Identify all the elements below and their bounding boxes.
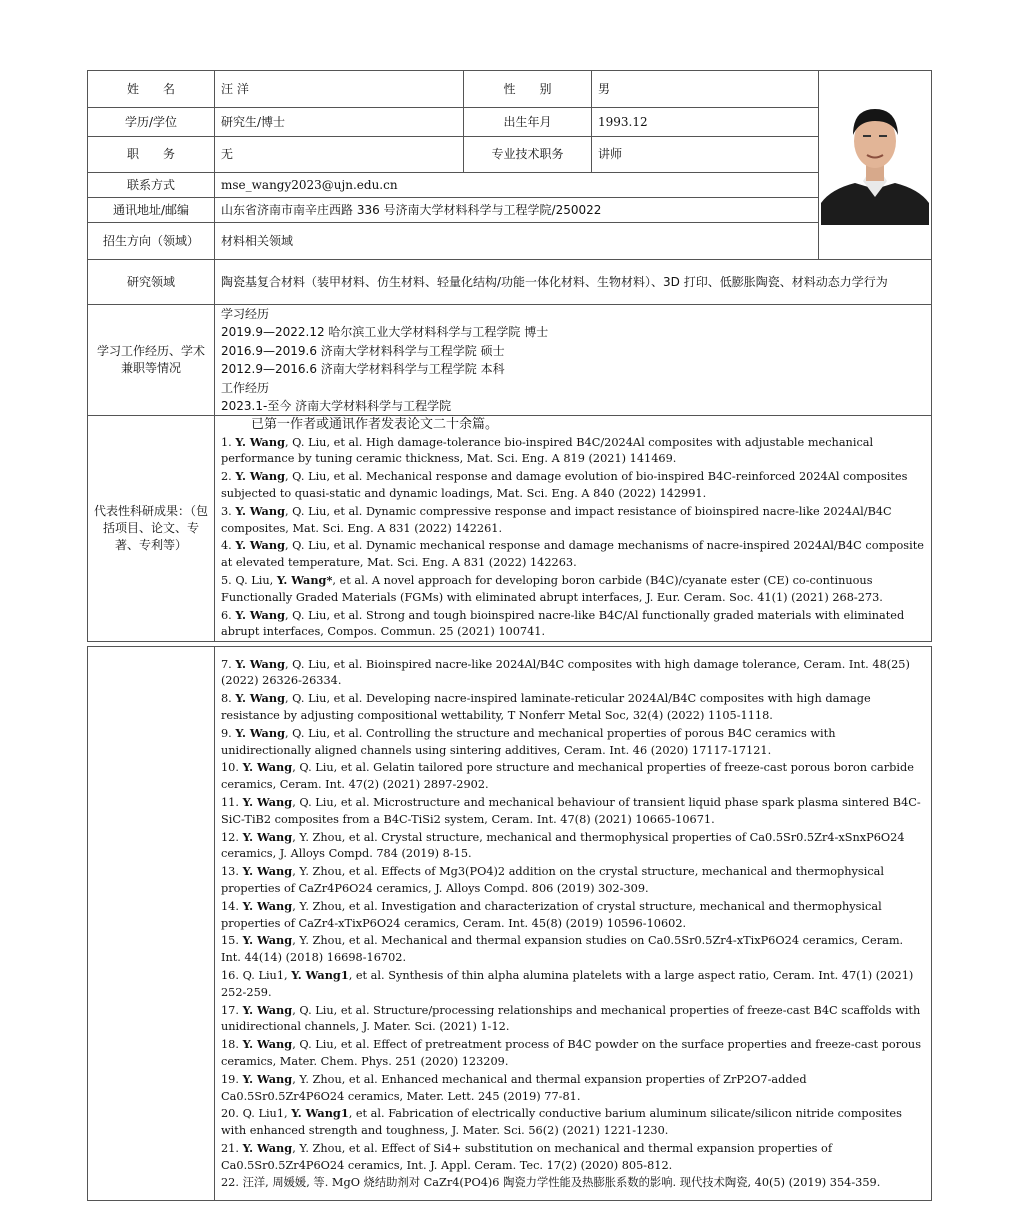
publication-author: Y. Wang	[242, 933, 293, 948]
publication-continuation-table	[87, 646, 932, 1201]
experience-line: 学习经历	[221, 307, 270, 321]
publication-author: Y. Wang	[242, 898, 293, 913]
publication-citation: , Q. Liu, et al. Mechanical response and damage evolution of bio-inspired B4C-reinforced 2024Al composites subjected to quasi-static and dynamic loadings, Mat. Sci. Eng. A 840 (2022) 142991.	[221, 470, 908, 500]
address-label: 通讯地址/邮编	[88, 198, 215, 223]
publication-number: 2.	[221, 470, 236, 484]
publication-citation: , Y. Zhou, et al. Mechanical and thermal expansion studies on Ca0.5Sr0.5Zr4-xTixP6O24 ceramics, Ceram. Int. 44(14) (2018) 16698-16702.	[221, 934, 904, 965]
publication-item	[221, 1140, 925, 1175]
publication-coauthor: Q. Liu1,	[242, 1107, 292, 1121]
publication-number: 9.	[221, 726, 236, 740]
experience-label: 学习工作经历、学术兼职等情况	[88, 305, 215, 416]
publication-number: 13.	[221, 865, 243, 879]
publication-item	[221, 1002, 925, 1037]
pubs-label: 代表性科研成果：（包括项目、论文、专著、专利等）	[88, 416, 215, 642]
publication-author: Y. Wang	[235, 607, 285, 622]
contact-label: 联系方式	[88, 173, 215, 198]
publication-citation: , Q. Liu, et al. Controlling the structure and mechanical properties of porous B4C ceramics with unidirectionally aligned channels using sintering additives, Ceram. Int. 46 (2020) 17117-17121.	[221, 726, 836, 757]
publication-number: 18.	[221, 1038, 243, 1052]
publication-item	[221, 537, 925, 572]
experience-line: 2016.9—2019.6 济南大学材料科学与工程学院 硕士	[221, 343, 505, 358]
publication-item	[221, 690, 925, 725]
gender-value: 男	[592, 71, 819, 108]
publication-number: 15.	[221, 934, 243, 948]
publication-item	[221, 932, 925, 967]
publication-author: Y. Wang1	[291, 1106, 349, 1121]
publication-citation: , Y. Zhou, et al. Effects of Mg3(PO4)2 addition on the crystal structure, mechanical and thermophysical properties of CaZr4P6O24 ceramics, J. Alloys Compd. 806 (2019) 302-309.	[221, 865, 885, 895]
publication-number: 5.	[221, 573, 236, 587]
publication-number: 19.	[221, 1072, 243, 1086]
birth-label: 出生年月	[464, 108, 592, 137]
publication-number: 11.	[221, 796, 243, 810]
birth-value: 1993.12	[592, 108, 819, 137]
pubs-intro: 已第一作者或通讯作者发表论文二十余篇。	[251, 416, 499, 432]
publication-citation: , Q. Liu, et al. Bioinspired nacre-like 2024Al/B4C composites with high damage tolerance, Ceram. Int. 48(25) (2022) 26326-26334.	[221, 657, 910, 688]
publication-item	[221, 1071, 925, 1106]
publication-author: Y. Wang	[242, 1140, 293, 1155]
publication-item	[221, 503, 925, 538]
recruit-label: 招生方向（领域）	[88, 223, 215, 260]
publication-item	[221, 794, 925, 829]
publication-number: 21.	[221, 1141, 243, 1155]
publication-author: Y. Wang	[235, 725, 285, 740]
publication-item	[221, 725, 925, 760]
publication-item	[221, 656, 925, 691]
publication-number: 4.	[221, 539, 236, 553]
publication-number: 12.	[221, 830, 243, 844]
publication-citation: , Y. Zhou, et al. Crystal structure, mechanical and thermophysical properties of Ca0.5Sr0.5Zr4-xSnxP6O24 ceramics, J. Alloys Compd. 784 (2019) 8-15.	[221, 830, 905, 861]
publication-number: 20.	[221, 1107, 243, 1121]
publication-author: Y. Wang	[242, 1002, 293, 1017]
publication-citation: , Y. Zhou, et al. Enhanced mechanical and thermal expansion properties of ZrP2O7-added Ca0.5Sr0.5Zr4P6O24 ceramics, Mater. Lett. 245 (2019) 77-81.	[221, 1072, 807, 1103]
publication-list	[215, 416, 932, 642]
publication-number: 17.	[221, 1003, 243, 1017]
photo-cell	[819, 71, 932, 260]
publication-citation: , et al. A novel approach for developing boron carbide (B4C)/cyanate ester (CE) co-continuous Functionally Graded Materials (FGMs) with eliminated abrupt interfaces, J. Eur. Ceram. Soc. 41(1) (2021) 268-273.	[221, 573, 883, 604]
publication-citation: , Q. Liu, et al. Dynamic compressive response and impact resistance of bioinspired nacre-like 2024Al/B4C composites, Mat. Sci. Eng. A 831 (2022) 142261.	[221, 504, 892, 535]
publication-citation: , Q. Liu, et al. High damage-tolerance bio-inspired B4C/2024Al composites with adjustable mechanical performance by tuning ceramic thickness, Mat. Sci. Eng. A 819 (2021) 141469.	[221, 435, 874, 466]
contact-value: mse_wangy2023@ujn.edu.cn	[215, 173, 819, 198]
publication-item	[221, 759, 925, 794]
recruit-value: 材料相关领域	[215, 223, 819, 260]
publication-citation: , Q. Liu, et al. Effect of pretreatment process of B4C powder on the surface properties and freeze-cast porous ceramics, Mater. Chem. Phys. 251 (2020) 123209.	[221, 1038, 921, 1068]
research-value: 陶瓷基复合材料（装甲材料、仿生材料、轻量化结构/功能一体化材料、生物材料）、3D 打印、低膨胀陶瓷、材料动态力学行为	[215, 260, 932, 305]
experience-line: 2019.9—2022.12 哈尔滨工业大学材料科学与工程学院 博士	[221, 325, 549, 340]
edu-value: 研究生/博士	[215, 108, 464, 137]
publication-author: Y. Wang	[235, 503, 285, 518]
experience-line: 2023.1-至今 济南大学材料科学与工程学院	[221, 399, 452, 414]
continuation-label-cell	[88, 647, 215, 1201]
publication-citation: , et al. Synthesis of thin alpha alumina platelets with a large aspect ratio, Ceram. Int. 47(1) (2021) 252-259.	[221, 968, 914, 999]
position-label: 职 务	[88, 137, 215, 173]
publication-number: 16.	[221, 968, 243, 982]
publication-item	[221, 1175, 925, 1192]
publication-number: 8.	[221, 692, 236, 706]
publication-citation: 汪洋, 周媛媛, 等. MgO 烧结助剂对 CaZr4(PO4)6 陶瓷力学性能及热膨胀系数的影响. 现代技术陶瓷, 40(5) (2019) 354-359.	[242, 1175, 881, 1189]
publication-citation: , Q. Liu, et al. Microstructure and mechanical behaviour of transient liquid phase spark plasma sintered B4C-SiC-TiB2 composites from a B4C-TiSi2 system, Ceram. Int. 47(8) (2021) 10665-10671.	[221, 796, 921, 826]
publication-author: Y. Wang	[242, 760, 293, 775]
publication-coauthor: Q. Liu,	[235, 573, 277, 587]
publication-author: Y. Wang	[235, 434, 285, 449]
profile-table	[87, 70, 932, 642]
publication-number: 7.	[221, 657, 236, 671]
publication-author: Y. Wang	[242, 829, 293, 844]
publication-author: Y. Wang*	[276, 572, 333, 587]
position-value: 无	[215, 137, 464, 173]
publication-item	[221, 572, 925, 607]
name-value: 汪 洋	[215, 71, 464, 108]
publication-item	[221, 863, 925, 898]
publication-item	[221, 434, 925, 469]
experience-line: 2012.9—2016.6 济南大学材料科学与工程学院 本科	[221, 362, 505, 377]
address-value: 山东省济南市南辛庄西路 336 号济南大学材料科学与工程学院/250022	[215, 198, 819, 223]
publication-citation: , et al. Fabrication of electrically conductive barium aluminum silicate/silicon nitride composites with enhanced strength and toughness, J. Mater. Sci. 56(2) (2021) 1221-1230.	[221, 1107, 902, 1138]
publication-item	[221, 1105, 925, 1140]
publication-author: Y. Wang	[242, 1037, 293, 1052]
edu-label: 学历/学位	[88, 108, 215, 137]
title-label: 专业技术职务	[464, 137, 592, 173]
publication-item	[221, 468, 925, 503]
publication-author: Y. Wang	[242, 795, 293, 810]
profile-photo	[821, 85, 929, 225]
publication-author: Y. Wang1	[291, 967, 349, 982]
publication-number: 22.	[221, 1175, 243, 1189]
gender-label: 性 别	[464, 71, 592, 108]
publication-item	[221, 898, 925, 933]
publication-author: Y. Wang	[242, 1071, 293, 1086]
publication-number: 14.	[221, 899, 243, 913]
publication-citation: , Q. Liu, et al. Developing nacre-inspired laminate-reticular 2024Al/B4C composites with high damage resistance by adjusting compositional wettability, T Nonferr Metal Soc, 32(4) (2022) 1105-1118.	[221, 692, 871, 723]
publication-number: 10.	[221, 761, 243, 775]
publication-author: Y. Wang	[235, 691, 285, 706]
publication-number: 3.	[221, 504, 236, 518]
name-label: 姓 名	[88, 71, 215, 108]
title-value: 讲师	[592, 137, 819, 173]
publication-author: Y. Wang	[235, 538, 285, 553]
publication-citation: , Y. Zhou, et al. Effect of Si4+ substitution on mechanical and thermal expansion properties of Ca0.5Sr0.5Zr4P6O24 ceramics, Int. J. Appl. Ceram. Tec. 17(2) (2020) 805-812.	[221, 1141, 833, 1172]
publication-citation: , Q. Liu, et al. Structure/processing relationships and mechanical properties of freeze-cast B4C scaffolds with unidirectional channels, J. Mater. Sci. (2021) 1-12.	[221, 1003, 921, 1034]
publication-item	[221, 607, 925, 642]
publication-citation: , Q. Liu, et al. Gelatin tailored pore structure and mechanical properties of freeze-cast porous boron carbide ceramics, Ceram. Int. 47(2) (2021) 2897-2902.	[221, 761, 914, 792]
publication-item	[221, 1036, 925, 1071]
publication-coauthor: Q. Liu1,	[242, 968, 292, 982]
publication-number: 1.	[221, 435, 236, 449]
experience-line: 工作经历	[221, 380, 270, 395]
publication-citation: , Q. Liu, et al. Dynamic mechanical response and damage mechanisms of nacre-inspired 2024Al/B4C composite at elevated temperature, Mat. Sci. Eng. A 831 (2022) 142263.	[221, 539, 924, 570]
publication-item	[221, 967, 925, 1002]
experience-list	[215, 305, 932, 416]
publication-author: Y. Wang	[242, 864, 293, 879]
publication-list-continued	[215, 647, 932, 1201]
publication-item	[221, 829, 925, 864]
publication-citation: , Y. Zhou, et al. Investigation and characterization of crystal structure, mechanical and thermophysical properties of CaZr4-xTixP6O24 ceramics, Ceram. Int. 45(8) (2019) 10596-10602.	[221, 899, 882, 930]
research-label: 研究领域	[88, 260, 215, 305]
publication-author: Y. Wang	[235, 656, 285, 671]
publication-author: Y. Wang	[235, 469, 285, 484]
publication-number: 6.	[221, 608, 236, 622]
publication-citation: , Q. Liu, et al. Strong and tough bioinspired nacre-like B4C/Al functionally graded materials with eliminated abrupt interfaces, Compos. Commun. 25 (2021) 100741.	[221, 608, 905, 639]
